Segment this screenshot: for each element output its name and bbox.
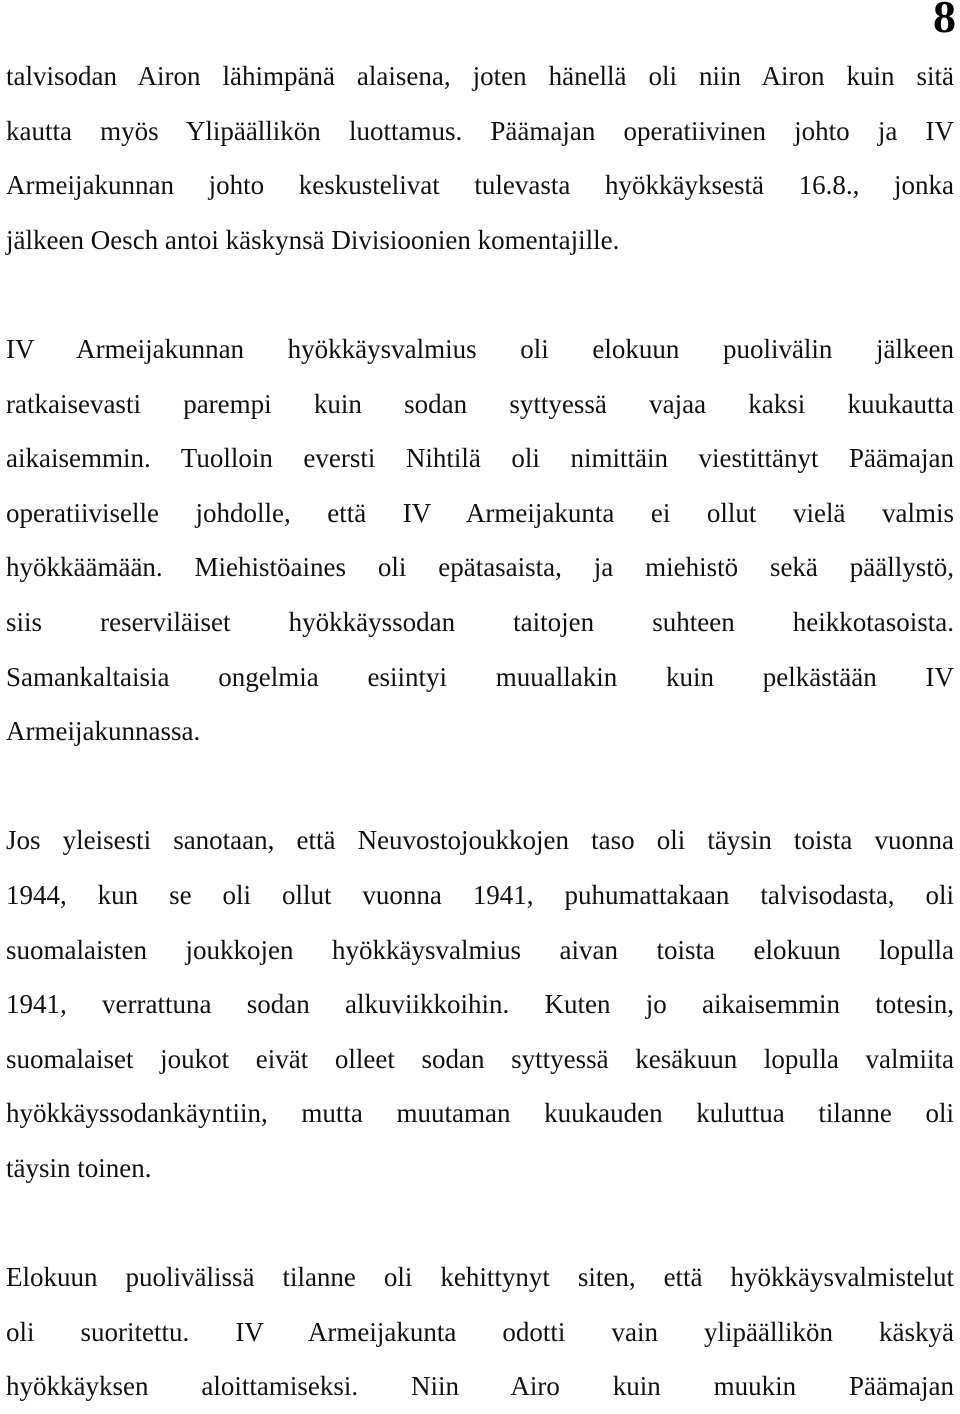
page-number: 8 (933, 0, 956, 42)
text-line: 1941, verrattuna sodan alkuviikkoihin. Kuten jo aikaisemmin totesin, (6, 989, 954, 1020)
paragraph-4 (6, 1250, 954, 1414)
text-line: täysin toinen. (6, 1152, 152, 1183)
text-line: kautta myös Ylipäällikön luottamus. Päämajan operatiivinen johto ja IV (6, 115, 954, 146)
paragraph-2 (6, 322, 954, 759)
text-line: hyökkäyssodankäyntiin, mutta muutaman kuukauden kuluttua tilanne oli (6, 1098, 954, 1129)
text-line: IV Armeijakunnan hyökkäysvalmius oli elokuun puolivälin jälkeen (6, 333, 954, 364)
text-line: Armeijakunnassa. (6, 716, 201, 747)
text-line: talvisodan Airon lähimpänä alaisena, joten hänellä oli niin Airon kuin sitä (6, 61, 954, 91)
text-line: suomalaisten joukkojen hyökkäysvalmius aivan toista elokuun lopulla (6, 934, 954, 965)
text-line: hyökkäyksen aloittamiseksi. Niin Airo kuin muukin Päämajan (6, 1371, 954, 1402)
text-line: suomalaiset joukot eivät olleet sodan syttyessä kesäkuun lopulla valmiita (6, 1043, 954, 1074)
paragraph-1 (6, 49, 954, 267)
text-line: ratkaisevasti parempi kuin sodan syttyessä vajaa kaksi kuukautta (6, 388, 954, 419)
text-line: hyökkäämään. Miehistöaines oli epätasaista, ja miehistö sekä päällystö, (6, 552, 954, 583)
text-line: 1944, kun se oli ollut vuonna 1941, puhumattakaan talvisodasta, oli (6, 879, 954, 910)
text-line: Samankaltaisia ongelmia esiintyi muuallakin kuin pelkästään IV (6, 661, 954, 692)
text-line: operatiiviselle johdolle, että IV Armeijakunta ei ollut vielä valmis (6, 497, 954, 528)
body-text (6, 49, 954, 1414)
paragraph-3 (6, 813, 954, 1195)
text-line: jälkeen Oesch antoi käskynsä Divisioonien komentajille. (6, 224, 620, 255)
text-line: Jos yleisesti sanotaan, että Neuvostojoukkojen taso oli täysin toista vuonna (6, 825, 954, 856)
text-line: aikaisemmin. Tuolloin eversti Nihtilä oli nimittäin viestittänyt Päämajan (6, 443, 954, 474)
text-line: oli suoritettu. IV Armeijakunta odotti vain ylipäällikön käskyä (6, 1316, 954, 1347)
text-line: siis reserviläiset hyökkäyssodan taitojen suhteen heikkotasoista. (6, 606, 954, 637)
text-line: Armeijakunnan johto keskustelivat tulevasta hyökkäyksestä 16.8., jonka (6, 170, 954, 201)
text-line: Elokuun puolivälissä tilanne oli kehittynyt siten, että hyökkäysvalmistelut (6, 1262, 954, 1293)
